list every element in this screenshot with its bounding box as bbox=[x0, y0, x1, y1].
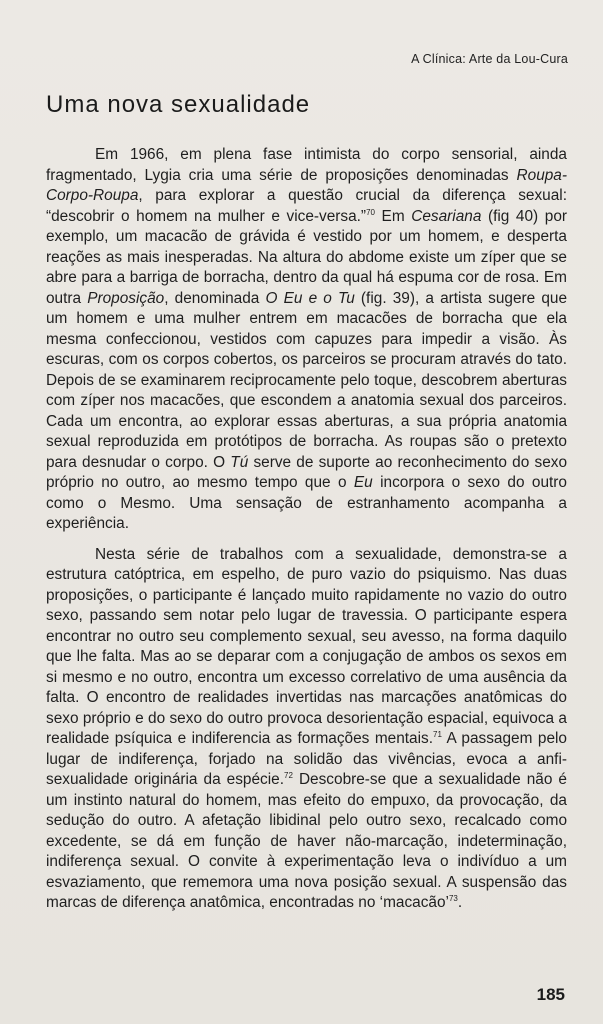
footnote-ref-72: 72 bbox=[284, 770, 293, 780]
emphasis: Tú bbox=[230, 453, 249, 471]
text-span: (fig 40) por exemplo, um macacão de grávida é vestido por um homem, e desperta reações as mais inesperadas. Na altura do abdome existe um zíper que se abre para a barriga de borracha, dentro da qual há espuma cor de rosa. Em outra bbox=[46, 207, 568, 307]
paragraph-2 bbox=[46, 545, 567, 914]
paragraph-1 bbox=[46, 145, 567, 535]
text-span: Descobre-se que a sexualidade não é um instinto natural do homem, mas efeito do empuxo, da provocação, da sedução do outro. A afetação libidinal pelo outro sexo, recalcado como excedente, se dá em função de haver não-marcação, indeterminação, indiferença sexual. O convite à experimentação leva o indivíduo a um esvaziamento, que rememora uma nova posição sexual. A suspensão das marcas de diferença anatômica, encontradas no ‘macacão’ bbox=[46, 771, 567, 911]
footnote-ref-71: 71 bbox=[433, 729, 442, 739]
work-title: Cesariana bbox=[411, 207, 482, 225]
text-span: serve de suporte ao reconhecimento do sexo próprio no outro, ao mesmo tempo que o bbox=[46, 453, 568, 491]
running-header: A Clínica: Arte da Lou-Cura bbox=[411, 52, 568, 66]
text-span: Em 1966, em plena fase intimista do corpo sensorial, ainda fragmentado, Lygia cria uma série de proposições denominadas bbox=[46, 146, 567, 184]
text-span: , para explorar a questão crucial da diferença sexual: “descobrir o homem na mulher e vice-versa.” bbox=[46, 187, 567, 225]
text-span: Nesta série de trabalhos com a sexualidade, demonstra-se a estrutura catóptrica, em espelho, de puro vazio do psiquismo. Nas duas proposições, o participante é lançado muito rapidamente no vazio do outro sexo, passando sem notar pelo lugar de travessia. O participante espera encontrar no outro seu complemento sexual, seu avesso, na forma daquilo que lhe falta. Mas ao se deparar com a conjugação de ambos os sexos em si mesmo e no outro, encontra um excesso correlativo de uma ausência da falta. O encontro de realidades invertidas nas marcações anatômicas do sexo próprio e do sexo do outro provoca desorientação espacial, equivoca a realidade psíquica e indiferencia as formações mentais. bbox=[46, 545, 567, 747]
text-span: . bbox=[457, 894, 463, 911]
work-title: Proposição bbox=[87, 289, 165, 307]
work-title: O Eu e o Tu bbox=[265, 289, 355, 307]
page-number: 185 bbox=[536, 985, 565, 1004]
footnote-ref-73: 73 bbox=[448, 893, 458, 903]
body-text bbox=[46, 145, 567, 914]
text-span: (fig. 39), a artista sugere que um homem e uma mulher entrem em macacões de borracha que ela mesma confeccionou, vestidos com capuzes para impedir a visão. Às escuras, com os corpos cobertos, os parceiros se procuram através do tato. Depois de se examinarem reciprocamente pelo toque, descobrem aberturas com zíper nos macacões, que escondem a anatomia sexual dos parceiros. Cada um encontra, ao explorar essas aberturas, a sua própria anatomia sexual reproduzida em protótipos de borracha. As roupas são o pretexto para desnudar o corpo. O bbox=[46, 289, 568, 471]
text-span: A passagem pelo lugar de indiferença, forjado na solidão das vivências, evoca a anfi-sexualidade originária da espécie. bbox=[46, 730, 567, 788]
text-span: incorpora o sexo do outro como o Mesmo. Uma sensação de estranhamento acompanha a experiência. bbox=[46, 474, 567, 532]
text-span: Em bbox=[374, 207, 412, 225]
work-title: Roupa-Corpo-Roupa bbox=[46, 166, 567, 204]
text-span: , denominada bbox=[164, 289, 266, 307]
emphasis: Eu bbox=[353, 474, 373, 491]
chapter-title: Uma nova sexualidade bbox=[46, 91, 311, 118]
footnote-ref-70: 70 bbox=[366, 207, 375, 217]
